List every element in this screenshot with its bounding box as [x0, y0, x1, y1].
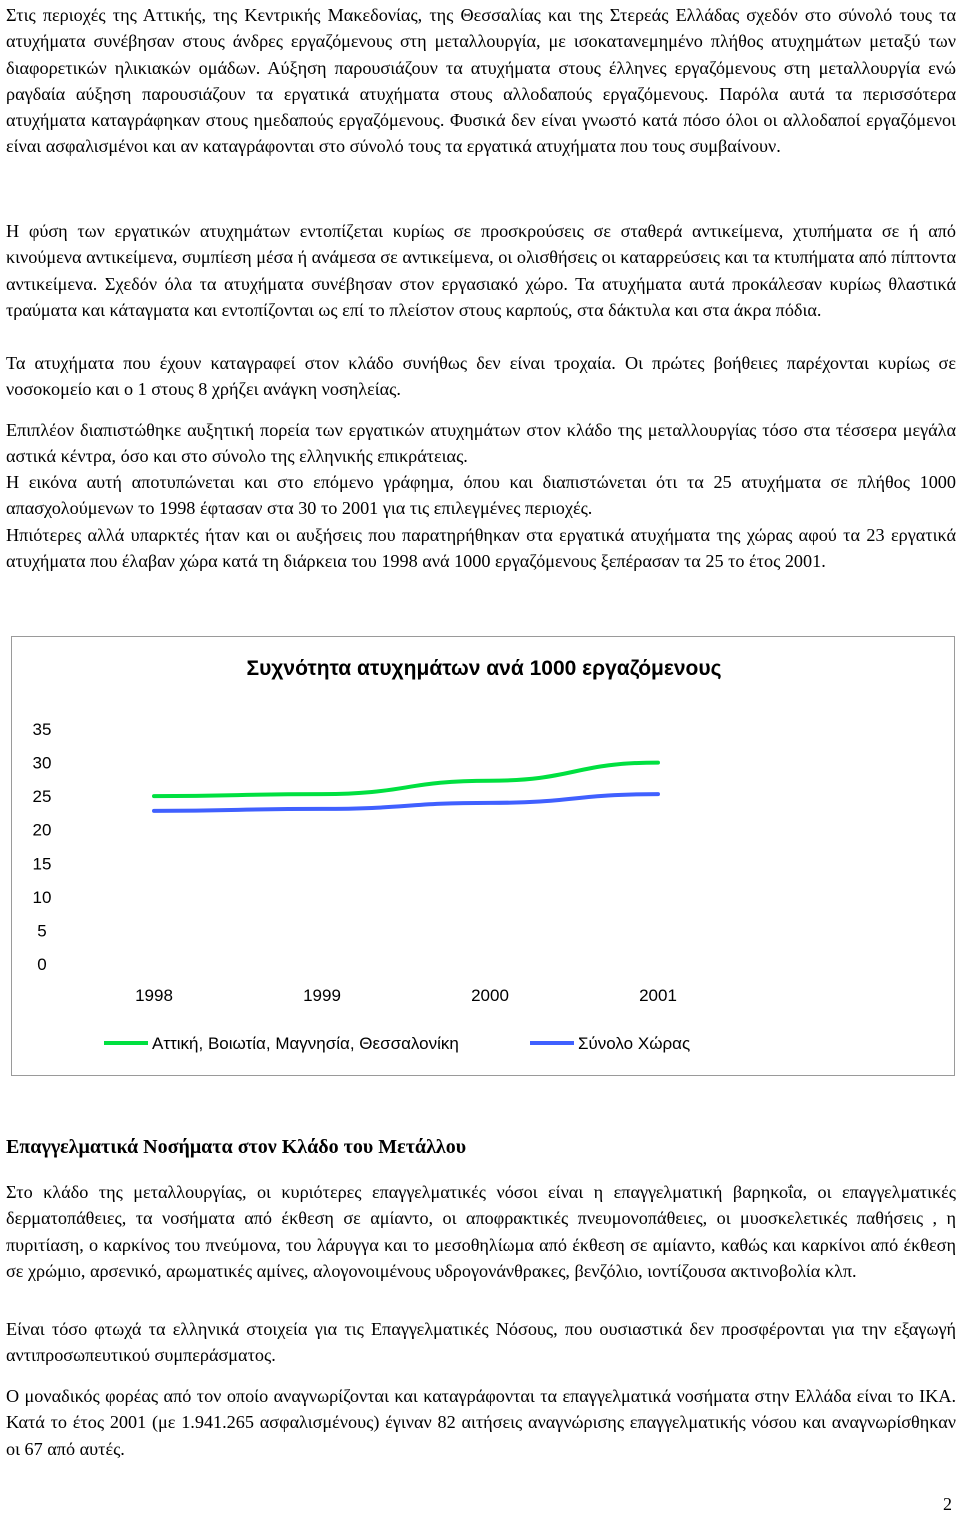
x-tick-label: 1999 — [303, 986, 341, 1005]
paragraph-regional-accidents: Στις περιοχές της Αττικής, της Κεντρικής Μακεδονίας, της Θεσσαλίας και της Στερεάς Ελλάδας σχεδόν στο σύνολό τους τα ατυχήματα συνέβησαν στους άνδρες εργαζόμενους στη μεταλλουργία, με ισοκατανεμημένο πλήθος ατυχημάτων μεταξύ των διαφορετικών ηλικιακών ομάδων. Αύξηση παρουσιάζουν τα ατυχήματα στους έλληνες εργαζόμενους στη μεταλλουργία ενώ ραγδαία αύξηση παρουσιάζουν τα εργατικά ατυχήματα στους αλλοδαπούς εργαζόμενους. Παρόλα αυτά τα περισσότερα ατυχήματα καταγράφηκαν στους ημεδαπούς εργαζόμενους. Φυσικά δεν είναι γνωστό κατά πόσο όλοι οι αλλοδαποί εργαζόμενοι είναι ασφαλισμένοι και αν καταγράφονται στο σύνολό τους τα εργατικά ατυχήματα που τους συμβαίνουν. — [6, 5, 956, 157]
series-line-1 — [154, 763, 658, 797]
x-tick-label: 2000 — [471, 986, 509, 1005]
legend-label-1: Αττική, Βοιωτία, Μαγνησία, Θεσσαλονίκη — [152, 1034, 459, 1053]
paragraph-national-increase: Ηπιότερες αλλά υπαρκτές ήταν και οι αυξήσεις που παρατηρήθηκαν στα εργατικά ατυχήματα της χώρας αφού τα 23 εργατικά ατυχήματα που έλαβαν χώρα κατά τη διάρκεια του 1998 ανά 1000 εργαζόμενους ξεπέρασαν τα 25 το έτος 2001. — [6, 525, 956, 572]
y-tick-label: 30 — [32, 753, 52, 773]
chart-canvas — [12, 637, 956, 1077]
y-tick-label: 35 — [32, 720, 52, 739]
paragraph-accident-nature: Η φύση των εργατικών ατυχημάτων εντοπίζεται κυρίως σε προσκρούσεις σε σταθερά αντικείμενα, χτυπήματα σε ή από κινούμενα αντικείμενα, συμπίεση μέσα ή ανάμεσα σε αντικείμενα, οι ολισθήσεις οι καταρρεύσεις και τα κτυπήματα από πίπτοντα αντικείμενα. Σχεδόν όλα τα ατυχήματα συνέβησαν στον εργασιακό χώρο. Τα ατυχήματα αυτά προκάλεσαν κυρίως θλαστικά τραύματα και κάταγματα και εντοπίζονται ως επί το πλείστον στους καρπούς, στα δάκτυλα και στα άκρα πόδια. — [6, 221, 956, 320]
y-tick-label: 15 — [32, 854, 52, 874]
paragraph-ika-registration: Ο μοναδικός φορέας από τον οποίο αναγνωρίζονται και καταγράφονται τα επαγγελματικά νοσήματα στην Ελλάδα είναι το ΙΚΑ. Κατά το έτος 2001 (με 1.941.265 ασφαλισμένους) έγιναν 82 αιτήσεις αναγνώρισης επαγγελματικής νόσου και αναγνωρίσθηκαν οι 67 από αυτές. — [6, 1386, 956, 1459]
chart-title: Συχνότητα ατυχημάτων ανά 1000 εργαζόμενους — [246, 657, 722, 680]
paragraph-chart-reference: Η εικόνα αυτή αποτυπώνεται και στο επόμενο γράφημα, όπου και διαπιστώνεται ότι τα 25 ατυχήματα σε πλήθος 1000 απασχολούμενων το 1998 έφτασαν στα 30 το 2001 για τις επιλεγμένες περιοχές. — [6, 472, 956, 519]
y-tick-label: 10 — [32, 887, 52, 907]
accident-frequency-chart — [11, 636, 955, 1076]
paragraph-greek-data: Είναι τόσο φτωχά τα ελληνικά στοιχεία για τις Επαγγελματικές Νόσους, που ουσιαστικά δεν προσφέρονται για την εξαγωγή αντιπροσωπευτικού συμπεράσματος. — [6, 1319, 956, 1366]
paragraph-occupational-diseases: Στο κλάδο της μεταλλουργίας, οι κυριότερες επαγγελματικές νόσοι είναι η επαγγελματική βαρηκοΐα, οι επαγγελματικές δερματοπάθειες, τα νοσήματα από έκθεση σε αμίαντο, οι αποφρακτικές πνευμονοπάθειες, οι μυοσκελετικές παθήσεις , η πυριτίαση, ο καρκίνος του πνεύμονα, του λάρυγγα και το μεσοθηλίωμα από έκθεση σε αμίαντο, καθώς και καρκίνοι από έκθεση σε χρώμιο, αρσενικό, αρωματικές αμίνες, αλογονοιμένους υδρογονάνθρακες, βενζόλιο, ιοντίζουσα ακτινοβολία κλπ. — [6, 1182, 956, 1281]
y-tick-label: 20 — [32, 820, 52, 840]
legend-label-2: Σύνολο Χώρας — [578, 1034, 691, 1053]
page-number: 2 — [943, 1494, 952, 1514]
section-heading: Επαγγελματικά Νοσήματα στον Κλάδο του Μετάλλου — [6, 1136, 467, 1158]
x-tick-label: 1998 — [135, 986, 173, 1005]
y-tick-label: 0 — [37, 955, 47, 974]
y-tick-label: 25 — [32, 787, 52, 807]
x-tick-label: 2001 — [639, 986, 677, 1005]
paragraph-traffic-first-aid: Τα ατυχήματα που έχουν καταγραφεί στον κλάδο συνήθως δεν είναι τροχαία. Οι πρώτες βοήθειες παρέχονται κυρίως σε νοσοκομείο και ο 1 στους 8 χρήζει ανάγκη νοσηλείας. — [6, 353, 956, 400]
paragraph-upward-trend: Επιπλέον διαπιστώθηκε αυξητική πορεία των εργατικών ατυχημάτων στον κλάδο της μεταλλουργίας τόσο στα τέσσερα μεγάλα αστικά κέντρα, όσο και στο σύνολο της ελληνικής επικράτειας. — [6, 420, 956, 467]
y-tick-label: 5 — [37, 921, 47, 941]
